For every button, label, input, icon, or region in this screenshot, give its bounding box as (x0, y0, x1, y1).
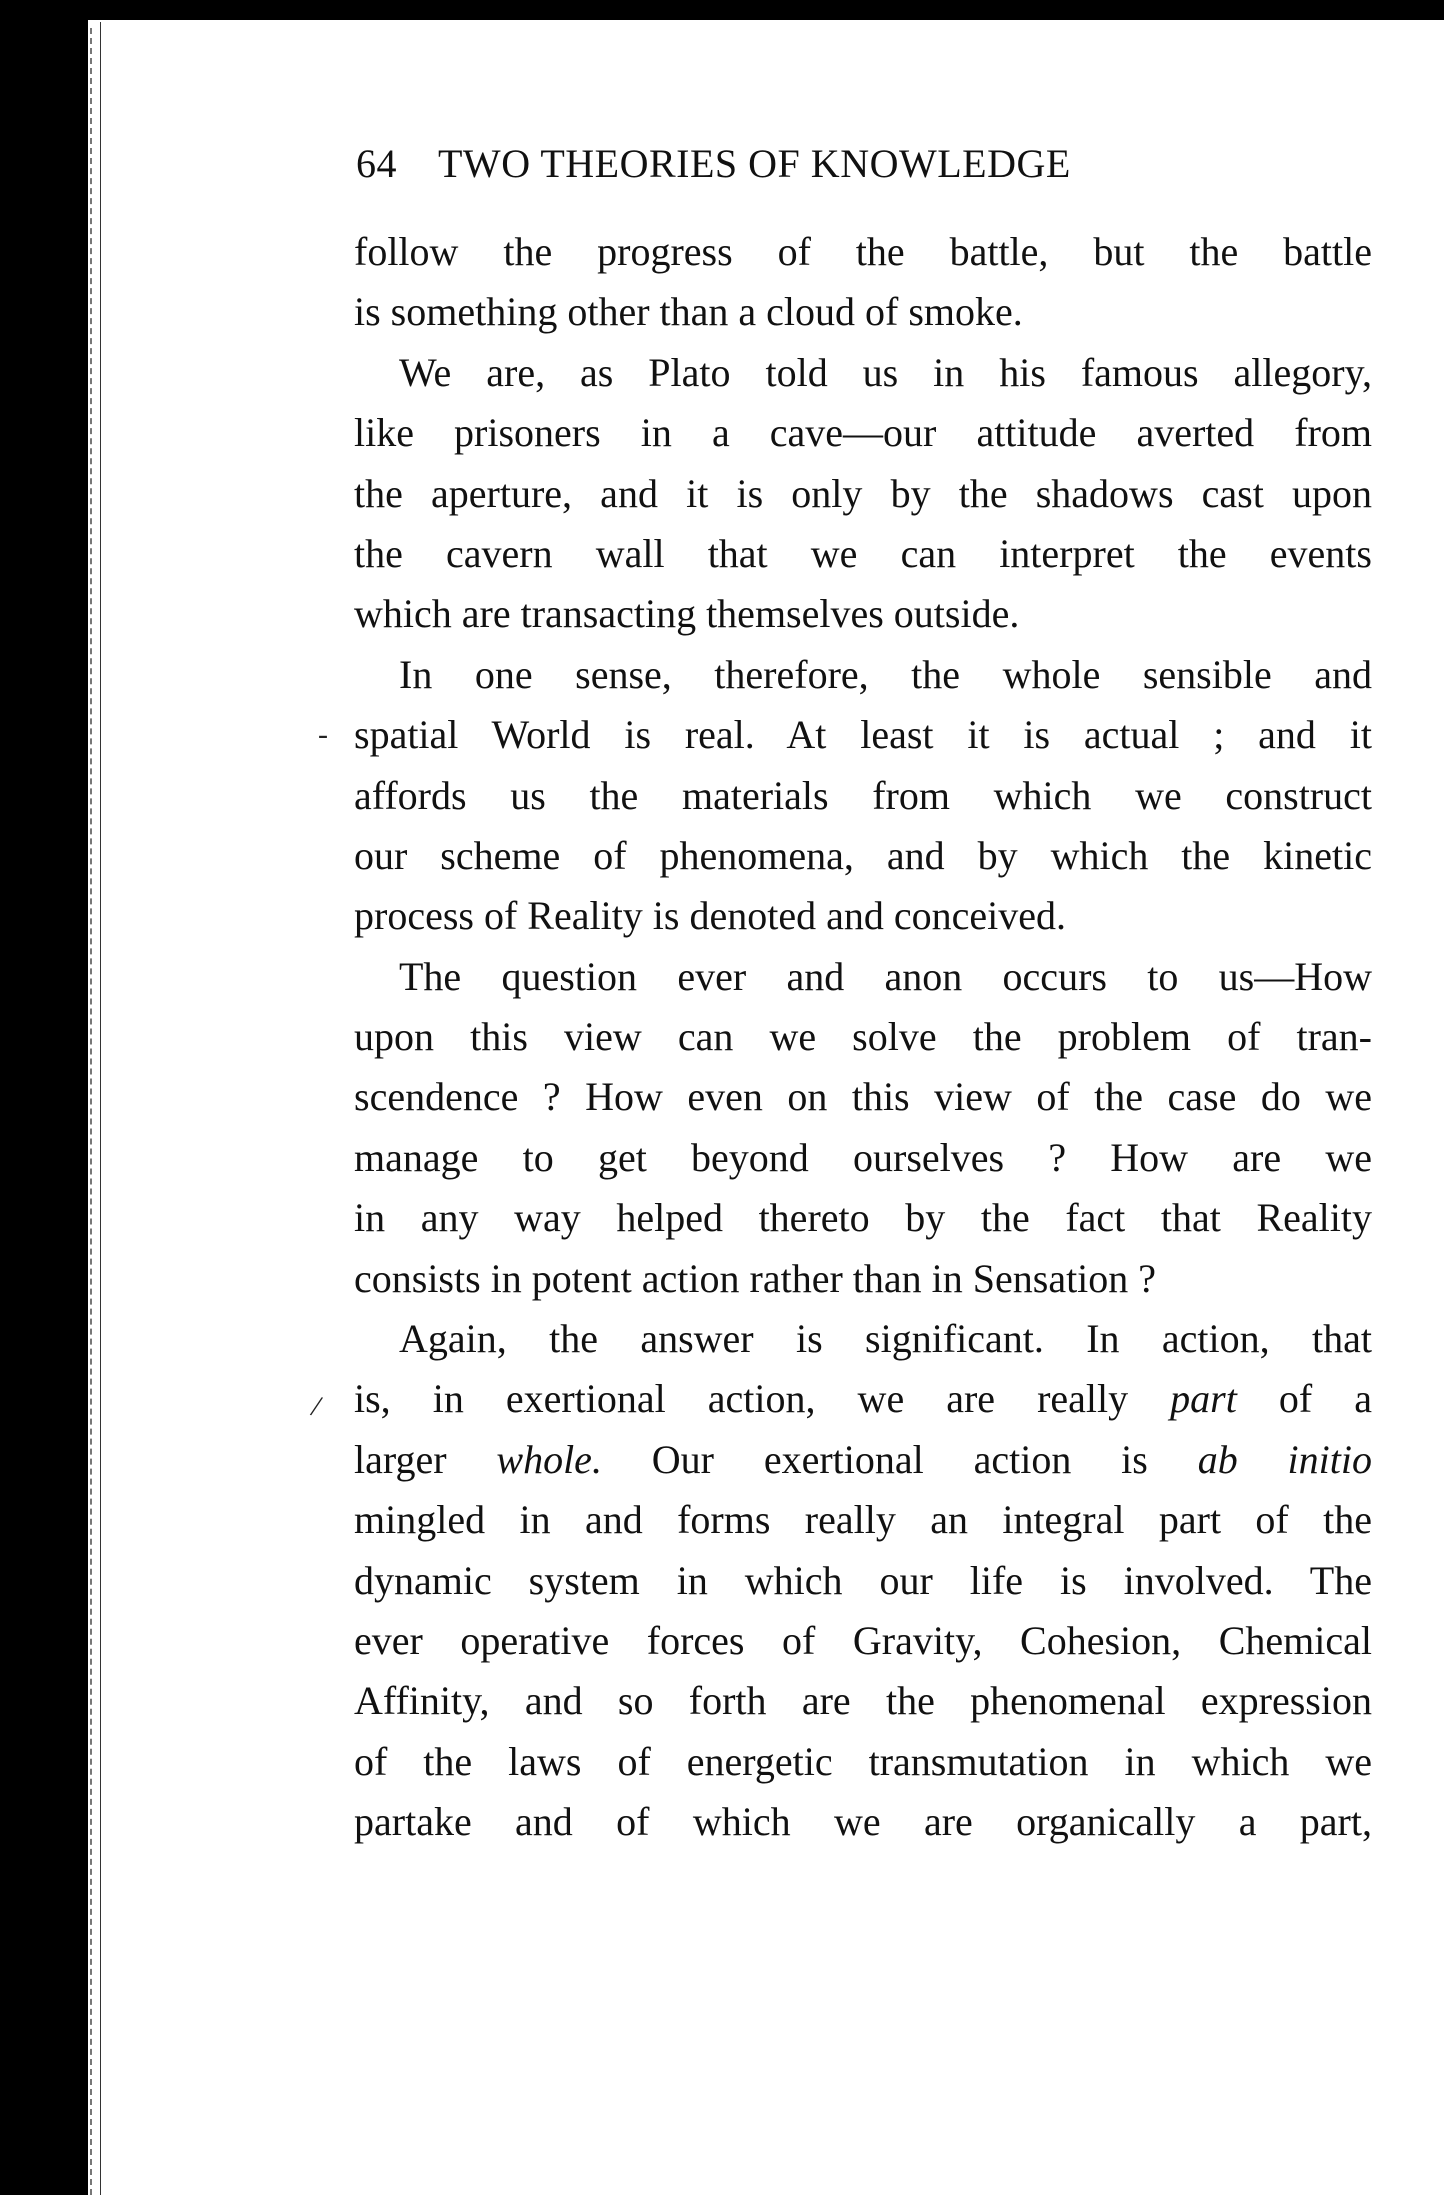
text-line (354, 1067, 1372, 1127)
italic-text: whole. (496, 1436, 602, 1482)
text-line (354, 1732, 1372, 1792)
page-number: 64 (356, 141, 397, 186)
text-segment: dynamic system in which our life is involved. The (354, 1557, 1372, 1603)
page-edge-dotted-line (90, 28, 94, 2195)
text-segment: of the laws of energetic transmutation in which we (354, 1738, 1372, 1784)
text-line (354, 947, 1372, 1007)
text-line (354, 1490, 1372, 1550)
text-line (354, 1430, 1372, 1490)
text-segment: the cavern wall that we can interpret the events (354, 530, 1372, 576)
margin-dash-mark: ‐ (318, 718, 328, 751)
text-segment: upon this view can we solve the problem of tran- (354, 1014, 1372, 1060)
italic-text: ab initio (1197, 1436, 1372, 1482)
text-segment: spatial World is real. At least it is actual ; and it (354, 712, 1372, 758)
text-segment: our scheme of phenomena, and by which the kinetic (354, 832, 1372, 878)
text-segment: is, in exertional action, we are really (354, 1376, 1171, 1422)
text-line (354, 1249, 1372, 1309)
text-segment: Affinity, and so forth are the phenomenal expression (354, 1678, 1372, 1724)
text-segment: Our exertional action is (601, 1436, 1198, 1482)
running-header (356, 140, 1368, 187)
page-edge-line (100, 22, 101, 2195)
text-segment: follow the progress of the battle, but the battle (354, 229, 1372, 274)
text-segment: which are transacting themselves outside. (354, 591, 1020, 637)
paragraph (354, 222, 1372, 343)
text-segment: Again, the answer is significant. In action, that (399, 1316, 1372, 1362)
text-segment: like prisoners in a cave—our attitude averted from (354, 410, 1372, 456)
text-line (354, 1007, 1372, 1067)
text-line (354, 1611, 1372, 1671)
text-segment: affords us the materials from which we construct (354, 772, 1372, 818)
text-line (354, 645, 1372, 705)
text-line (354, 282, 1372, 342)
text-line (354, 766, 1372, 826)
paragraph (354, 343, 1372, 645)
text-segment: mingled in and forms really an integral part of the (354, 1497, 1372, 1543)
text-segment: In one sense, therefore, the whole sensible and (399, 651, 1372, 697)
text-segment: process of Reality is denoted and conceived. (354, 893, 1066, 939)
text-segment: partake and of which we are organically a part, (354, 1799, 1372, 1845)
text-segment: consists in potent action rather than in Sensation ? (354, 1255, 1157, 1301)
running-title: TWO THEORIES OF KNOWLEDGE (438, 141, 1071, 186)
paragraph (354, 947, 1372, 1309)
paragraph (354, 645, 1372, 947)
text-segment: the aperture, and it is only by the shadows cast upon (354, 470, 1372, 516)
text-line (354, 826, 1372, 886)
body-text (354, 222, 1372, 1853)
text-line (354, 886, 1372, 946)
text-line (354, 1551, 1372, 1611)
text-segment: manage to get beyond ourselves ? How are we (354, 1134, 1372, 1180)
text-segment: is something other than a cloud of smoke. (354, 289, 1023, 335)
text-line (354, 705, 1372, 765)
text-line (354, 222, 1372, 282)
text-line (354, 403, 1372, 463)
text-line (354, 1369, 1372, 1429)
text-line (354, 1188, 1372, 1248)
text-segment: in any way helped thereto by the fact that Reality (354, 1195, 1372, 1241)
text-segment: We are, as Plato told us in his famous allegory, (399, 349, 1372, 395)
text-line (354, 343, 1372, 403)
text-segment: ever operative forces of Gravity, Cohesion, Chemical (354, 1617, 1372, 1663)
text-line (354, 1309, 1372, 1369)
text-line (354, 1128, 1372, 1188)
text-line (354, 1792, 1372, 1852)
text-segment: scendence ? How even on this view of the case do we (354, 1074, 1372, 1120)
text-line (354, 464, 1372, 524)
text-line (354, 524, 1372, 584)
text-segment: The question ever and anon occurs to us—How (399, 953, 1372, 999)
text-line (354, 584, 1372, 644)
text-segment: larger (354, 1436, 497, 1482)
italic-text: part (1170, 1376, 1237, 1422)
margin-slash-mark: / (308, 1389, 325, 1424)
paragraph (354, 1309, 1372, 1853)
text-segment: of a (1236, 1376, 1372, 1422)
text-line (354, 1671, 1372, 1731)
